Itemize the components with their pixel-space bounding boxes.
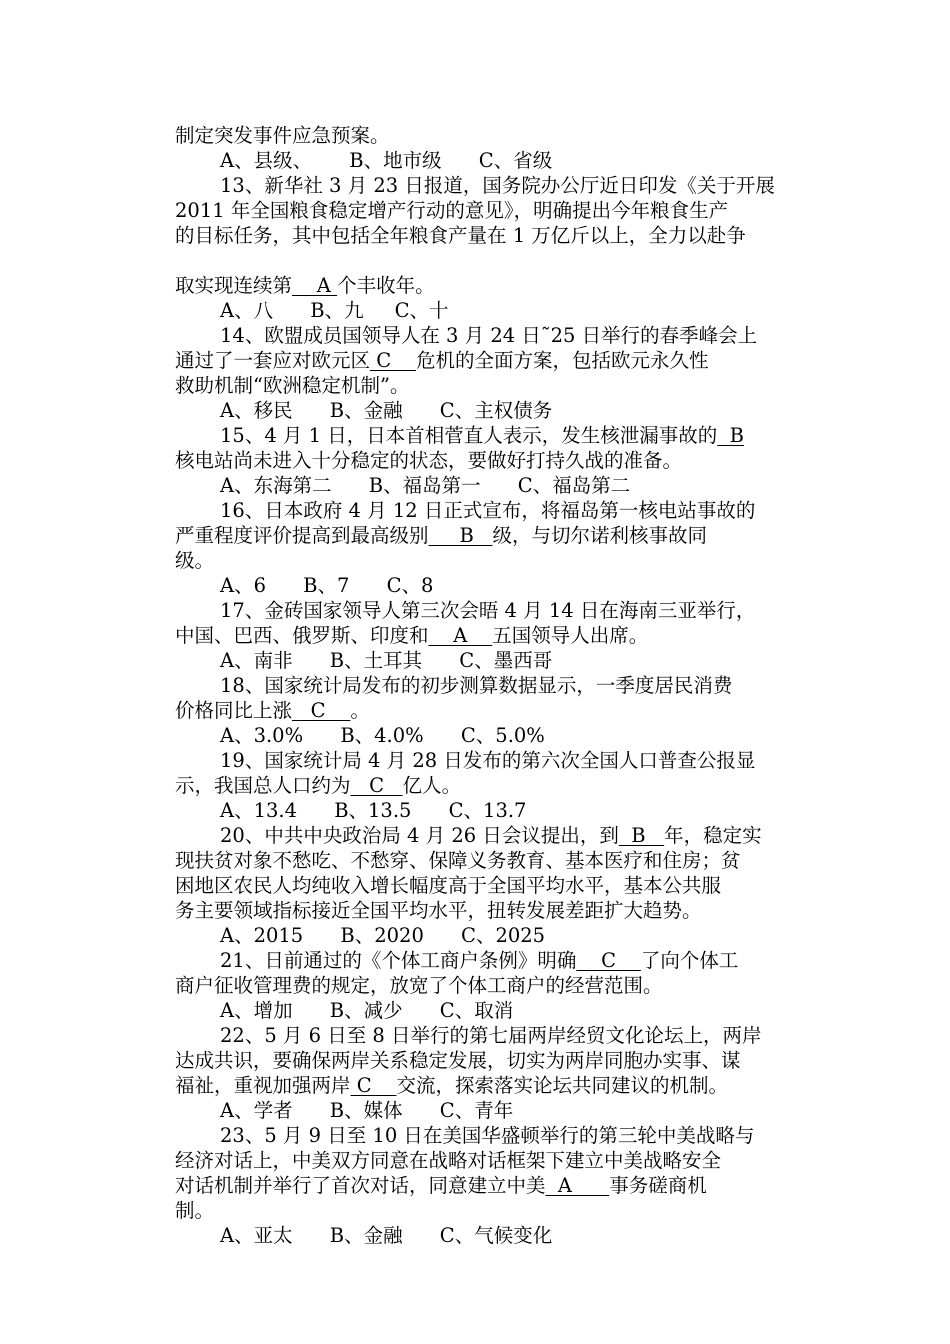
- question-14-line: 救助机制“欧洲稳定机制”。: [175, 374, 410, 397]
- answer-options: A、2015 B、2020 C、2025: [220, 924, 546, 947]
- question-17-text: 五国领导人出席。: [492, 624, 649, 647]
- question-22-text: 交流，探索落实论坛共同建议的机制。: [396, 1074, 728, 1097]
- question-17-line: 17、金砖国家领导人第三次会晤 4 月 14 日在海南三亚举行，: [220, 599, 756, 622]
- answer-blank: C: [350, 774, 403, 797]
- answer-blank: C: [292, 699, 351, 722]
- question-15-line: 核电站尚未进入十分稳定的状态，要做好打持久战的准备。: [175, 449, 683, 472]
- question-15-text: 15、4 月 1 日，日本首相菅直人表示，发生核泄漏事故的: [220, 424, 718, 447]
- answer-options: A、6 B、7 C、8: [220, 574, 434, 597]
- question-18-line: [175, 698, 370, 723]
- text-line: 制定突发事件应急预案。: [175, 124, 390, 147]
- question-23-text: 对话机制并举行了首次对话，同意建立中美: [175, 1174, 546, 1197]
- question-19-text: 亿人。: [402, 774, 462, 797]
- answer-options: A、八 B、九 C、十: [220, 299, 449, 322]
- answer-options: A、13.4 B、13.5 C、13.7: [220, 799, 527, 822]
- answer-blank: B: [428, 524, 493, 547]
- answer-blank: B: [717, 424, 744, 447]
- question-16-line: [175, 523, 707, 548]
- answer-options: A、南非 B、土耳其 C、墨西哥: [220, 649, 553, 672]
- answer-options: A、亚太 B、金融 C、气候变化: [220, 1224, 553, 1247]
- question-13-line: 13、新华社 3 月 23 日报道，国务院办公厅近日印发《关于开展: [220, 174, 775, 197]
- question-13-line: [175, 273, 435, 298]
- question-22-line: [175, 1073, 728, 1098]
- question-18-text: 。: [350, 699, 370, 722]
- question-19-line: 19、国家统计局 4 月 28 日发布的第六次全国人口普查公报显: [220, 749, 756, 772]
- question-14-text: 危机的全面方案，包括欧元永久性: [415, 349, 709, 372]
- question-19-text: 示，我国总人口约为: [175, 774, 351, 797]
- question-14-line: 14、欧盟成员国领导人在 3 月 24 日˜25 日举行的春季峰会上: [220, 324, 758, 347]
- question-20-text: 年，稳定实: [664, 824, 762, 847]
- question-23-line: 经济对话上，中美双方同意在战略对话框架下建立中美战略安全: [175, 1149, 722, 1172]
- question-20-line: [220, 823, 762, 848]
- question-21-text: 了向个体工: [640, 949, 739, 972]
- question-18-text: 价格同比上涨: [175, 699, 293, 722]
- question-14-line: [175, 348, 708, 373]
- question-23-text: 事务磋商机: [609, 1174, 707, 1197]
- answer-options: A、东海第二 B、福岛第一 C、福岛第二: [220, 474, 631, 497]
- question-22-line: 达成共识，要确保两岸关系稳定发展，切实为两岸同胞办实事、谋: [175, 1049, 741, 1072]
- answer-options: A、学者 B、媒体 C、青年: [220, 1099, 514, 1122]
- question-21-line: 商户征收管理费的规定，放宽了个体工商户的经营范围。: [175, 974, 663, 997]
- answer-blank: A: [428, 624, 493, 647]
- question-16-text: 严重程度评价提高到最高级别: [175, 524, 429, 547]
- answer-blank: C: [350, 1074, 397, 1097]
- answer-blank: C: [576, 949, 641, 972]
- question-13-line: 2011 年全国粮食稳定增产行动的意见》，明确提出今年粮食生产: [175, 199, 729, 222]
- question-17-text: 中国、巴西、俄罗斯、印度和: [175, 624, 429, 647]
- answer-options: A、移民 B、金融 C、主权债务: [220, 399, 553, 422]
- question-13-text: 个丰收年。: [337, 274, 435, 297]
- question-21-line: [220, 948, 738, 973]
- answer-options: A、增加 B、减少 C、取消: [220, 999, 514, 1022]
- question-20-line: 务主要领域指标接近全国平均水平，扭转发展差距扩大趋势。: [175, 899, 702, 922]
- question-14-text: 通过了一套应对欧元区: [175, 349, 371, 372]
- question-20-line: 现扶贫对象不愁吃、不愁穿、保障义务教育、基本医疗和住房；贫: [175, 849, 741, 872]
- question-19-line: [175, 773, 461, 798]
- question-16-line: 16、日本政府 4 月 12 日正式宣布，将福岛第一核电站事故的: [220, 499, 756, 522]
- question-16-line: 级。: [175, 549, 215, 572]
- answer-blank: B: [618, 824, 665, 847]
- question-16-text: 级，与切尔诺利核事故同: [492, 524, 707, 547]
- question-22-text: 福祉，重视加强两岸: [175, 1074, 351, 1097]
- answer-blank: A: [545, 1174, 610, 1197]
- question-21-text: 21、日前通过的《个体工商户条例》明确: [220, 949, 577, 972]
- answer-blank: C: [370, 349, 416, 372]
- question-23-line: 制。: [175, 1199, 215, 1222]
- question-22-line: 22、5 月 6 日至 8 日举行的第七届两岸经贸文化论坛上，两岸: [220, 1024, 762, 1047]
- question-13-text: 取实现连续第: [175, 274, 293, 297]
- question-23-line: 23、5 月 9 日至 10 日在美国华盛顿举行的第三轮中美战略与: [220, 1124, 755, 1147]
- question-13-line: 的目标任务，其中包括全年粮食产量在 1 万亿斤以上，全力以赴争: [175, 224, 746, 247]
- answer-blank: A: [292, 274, 338, 297]
- answer-options: A、3.0% B、4.0% C、5.0%: [220, 724, 545, 747]
- question-20-line: 困地区农民人均纯收入增长幅度高于全国平均水平，基本公共服: [175, 874, 722, 897]
- answer-options: A、县级、 B、地市级 C、省级: [220, 149, 553, 172]
- question-17-line: [175, 623, 648, 648]
- question-18-line: 18、国家统计局发布的初步测算数据显示，一季度居民消费: [220, 674, 733, 697]
- question-20-text: 20、中共中央政治局 4 月 26 日会议提出，到: [220, 824, 619, 847]
- question-15-line: [220, 423, 744, 448]
- question-23-line: [175, 1173, 707, 1198]
